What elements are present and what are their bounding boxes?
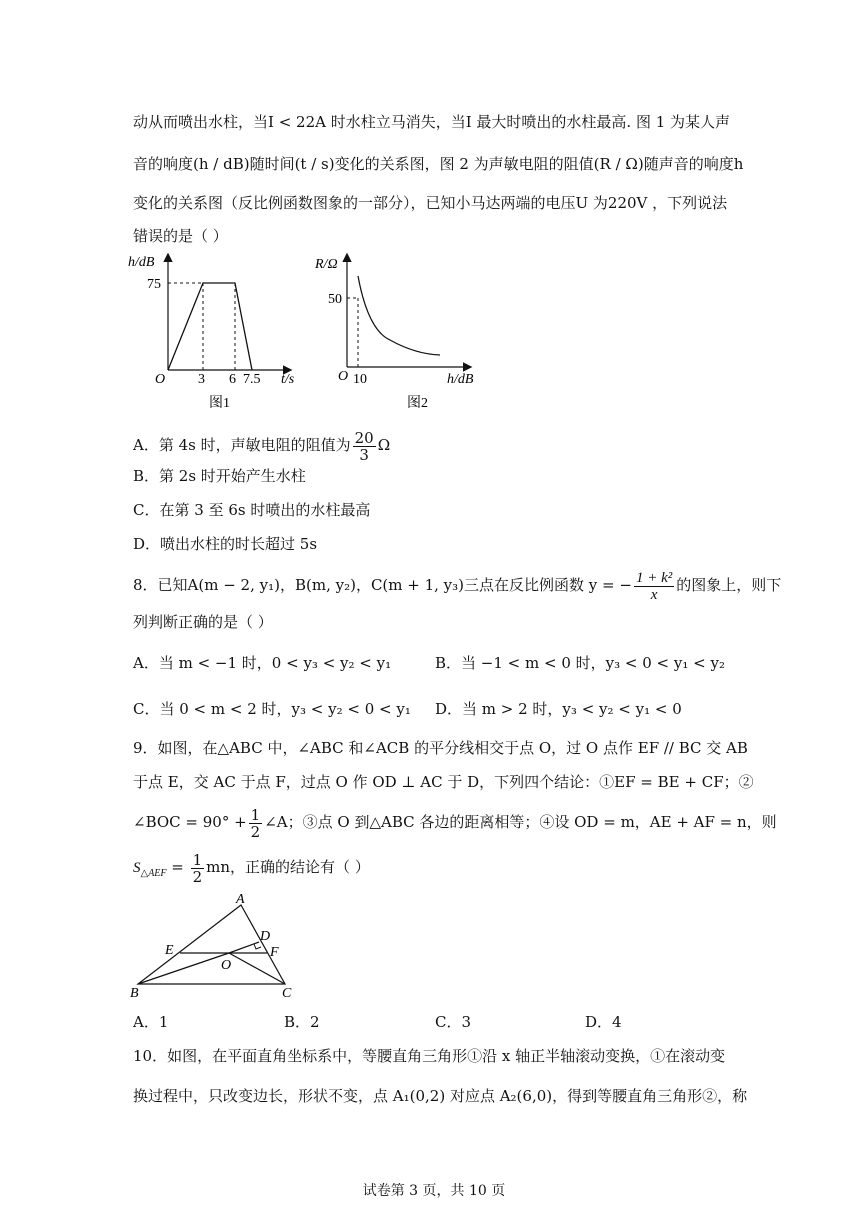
- fig2-origin: O: [338, 369, 349, 384]
- q9-option-b[interactable]: B．2: [284, 1013, 320, 1031]
- fig1-caption: 图1: [209, 396, 230, 411]
- figure-2-graph: [310, 250, 490, 415]
- q9-point-o: O: [221, 958, 232, 973]
- fig1-graph-line: [168, 283, 252, 370]
- q9-triangle-figure: [125, 890, 305, 1002]
- fig1-xlabel: t/s: [281, 372, 295, 387]
- q8-line-1: 8．已知A(m − 2, y₁)，B(m, y₂)，C(m + 1, y₃)三点在反比例函数 y = − $\frac{\text{1 + k²}}{x}$ 的图象上，则下: [133, 569, 782, 603]
- figure-1-graph: [125, 250, 310, 415]
- q10-line-2: 换过程中，只改变边长，形状不变，点 A₁(0,2) 对应点 A₂(6,0)，得到等腰直角三角形②，称: [133, 1087, 748, 1105]
- fig2-inverse-curve: [358, 276, 440, 355]
- q9-point-e: E: [165, 943, 174, 958]
- fig1-x-tick-3: 7.5: [243, 372, 261, 387]
- q7-option-b[interactable]: B．第 2s 时开始产生水柱: [133, 467, 306, 485]
- q9-area-fraction: $\frac{1}{2}$: [192, 850, 203, 886]
- q7-line-4: 错误的是（ ）: [133, 227, 228, 245]
- q9-line-3: ∠BOC = 90° + $\frac{1}{2}$ ∠A；③点 O 到△ABC 各边的距离相等；④设 OD = m，AE + AF = n，则: [133, 805, 777, 841]
- fig1-ylabel: h/dB: [128, 255, 155, 270]
- q8-fraction: $\frac{\text{1 + k²}}{x}$: [635, 569, 673, 603]
- q8-option-b[interactable]: B．当 −1 < m < 0 时，y₃ < 0 < y₁ < y₂: [435, 654, 725, 672]
- fig2-y-tick: 50: [328, 292, 342, 307]
- q7-line-1: 动从而喷出水柱，当I < 22A 时水柱立马消失，当I 最大时喷出的水柱最高. 图 1 为某人声: [133, 113, 731, 131]
- q7-option-a[interactable]: A．第 4s 时，声敏电阻的阻值为 $\frac{20}{3}$ Ω: [133, 428, 391, 464]
- fig2-x-tick: 10: [353, 372, 367, 387]
- fig1-x-tick-1: 3: [198, 372, 205, 387]
- q9-point-a: A: [236, 892, 245, 907]
- q8-option-c[interactable]: C．当 0 < m < 2 时，y₃ < y₂ < 0 < y₁: [133, 700, 411, 718]
- q7-option-a-fraction: $\frac{20}{3}$: [354, 428, 374, 464]
- q10-line-1: 10．如图，在平面直角坐标系中，等腰直角三角形①沿 x 轴正半轴滚动变换，①在滚动变: [133, 1047, 726, 1065]
- q8-option-d[interactable]: D．当 m > 2 时，y₃ < y₂ < y₁ < 0: [435, 700, 682, 718]
- q9-right-angle-mark: [254, 944, 261, 949]
- q9-point-b: B: [130, 986, 139, 1001]
- q9-line-2: 于点 E，交 AC 于点 F，过点 O 作 OD ⊥ AC 于 D，下列四个结论：①EF = BE + CF；②: [133, 773, 754, 791]
- q9-point-d: D: [260, 929, 271, 944]
- fig1-y-tick: 75: [147, 277, 161, 292]
- q9-point-f: F: [270, 945, 279, 960]
- q9-od-line: [229, 942, 259, 953]
- q9-line-4: $S_{\triangle AEF}$ = $\frac{1}{2}$ mn，正确的结论有（ ）: [133, 850, 370, 886]
- q9-point-c: C: [282, 986, 292, 1001]
- q9-option-a[interactable]: A．1: [133, 1013, 169, 1031]
- page-footer: 试卷第 3 页，共 10 页: [362, 1183, 506, 1199]
- q9-option-c[interactable]: C．3: [435, 1013, 472, 1031]
- q9-option-d[interactable]: D．4: [585, 1013, 622, 1031]
- fig1-origin: O: [155, 372, 166, 387]
- q7-option-c[interactable]: C．在第 3 至 6s 时喷出的水柱最高: [133, 501, 371, 519]
- q9-fraction-half: $\frac{1}{2}$: [250, 805, 261, 841]
- q8-line-2: 列判断正确的是（ ）: [133, 613, 273, 631]
- q9-line-1: 9．如图，在△ABC 中，∠ABC 和∠ACB 的平分线相交于点 O，过 O 点作 EF // BC 交 AB: [133, 739, 748, 757]
- fig2-caption: 图2: [407, 396, 428, 411]
- fig2-ylabel: R/Ω: [315, 257, 338, 272]
- q7-line-3: 变化的关系图（反比例函数图象的一部分），已知小马达两端的电压U 为220V ，下列说法: [133, 194, 728, 212]
- fig2-xlabel: h/dB: [447, 372, 474, 387]
- q9-bo-line: [138, 953, 232, 984]
- q8-option-a[interactable]: A．当 m < −1 时，0 < y₃ < y₂ < y₁: [133, 654, 392, 672]
- fig1-x-tick-2: 6: [229, 372, 236, 387]
- q7-line-2: 音的响度(h / dB)随时间(t / s)变化的关系图，图 2 为声敏电阻的阻值(R / Ω)随声音的响度h: [133, 155, 744, 173]
- q7-option-d[interactable]: D．喷出水柱的时长超过 5s: [133, 535, 318, 553]
